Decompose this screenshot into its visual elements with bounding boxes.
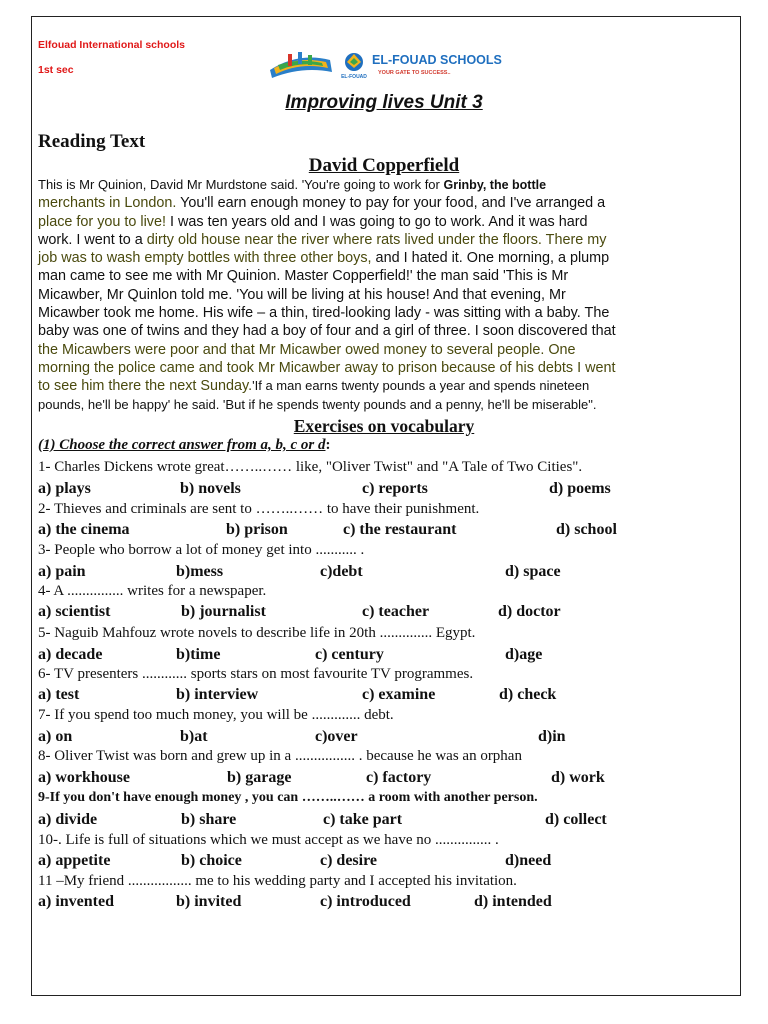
svg-text:EL-FOUAD: EL-FOUAD	[341, 74, 367, 80]
options-9	[38, 811, 718, 831]
option-a: a) appetite	[38, 852, 111, 869]
option-d: d) space	[505, 563, 561, 580]
option-a: a) pain	[38, 563, 86, 580]
option-a: a) plays	[38, 480, 91, 497]
option-b: b) interview	[176, 686, 259, 703]
options-7	[38, 728, 718, 748]
story-title: David Copperfield	[308, 155, 460, 176]
option-d: d) work	[551, 769, 605, 786]
option-c: c) examine	[362, 686, 436, 703]
option-d: d) check	[499, 686, 557, 703]
option-b: b) prison	[226, 521, 288, 538]
reading-heading: Reading Text	[38, 131, 146, 152]
option-a: a) the cinema	[38, 521, 130, 538]
options-3	[38, 563, 718, 583]
option-d: d)need	[505, 852, 552, 869]
options-10	[38, 852, 718, 872]
options-2	[38, 521, 718, 541]
option-c: c) reports	[362, 480, 428, 497]
question-10: 10-. Life is full of situations which we must accept as we have no ............... .	[38, 832, 499, 848]
question-11: 11 –My friend ................. me to his wedding party and I accepted his invitation.	[38, 873, 517, 889]
option-c: c) teacher	[362, 603, 430, 620]
logo-wordmark: EL-FOUAD SCHOOLS	[372, 53, 502, 67]
question-5: 5- Naguib Mahfouz wrote novels to describe life in 20th .............. Egypt.	[38, 625, 476, 641]
question-2: 2- Thieves and criminals are sent to ……..…… to have their punishment.	[38, 501, 480, 517]
options-1	[38, 480, 718, 500]
option-d: d)in	[538, 728, 566, 745]
book-emblem-icon	[270, 52, 332, 78]
option-d: d) doctor	[498, 603, 561, 620]
options-11	[38, 893, 718, 913]
options-8	[38, 769, 718, 789]
option-c: c) the restaurant	[343, 521, 457, 538]
option-c: c) take part	[323, 811, 403, 828]
option-b: b) share	[181, 811, 237, 828]
unit-title: Improving lives Unit 3	[285, 92, 483, 113]
option-c: c)over	[315, 728, 358, 745]
options-5	[38, 646, 718, 666]
question-4: 4- A ............... writes for a newspaper.	[38, 583, 267, 599]
reading-passage: This is Mr Quinion, David Mr Murdstone said. 'You're going to work for Grinby, the bottle merchants in London. You'll earn enough money to pay for your food, and I've arranged a place for you to live! I was ten years old and I was going to go to work. And it was hard work. I went to a dirty old house near the river where rats lived under the floors. There my job was to wash empty bottles with three other boys, and I hated it. One morning, a plump man came to see me with Mr Quinion. Master Copperfield!' the man said 'This is Mr Micawber, Mr Quinlon told me. 'You will be living at his house! And that evening, Mr Micawber took me home. His wife – a thin, tired-looking lady - was sitting with a baby. The baby was one of twins and they had a boy of four and a girl of three. I soon discovered that the Micawbers were poor and that Mr Micawber owed money to several people. One morning the police came and took Mr Micawber away to prison because of his debts I went to see him there the next Sunday.'If a man earns twenty pounds a year and spends nineteen pounds, he'll be happy' he said. 'But if he spends twenty pounds and a penny, he'll be miserable".	[38, 177, 616, 412]
option-b: b)time	[176, 646, 221, 663]
option-d: d) school	[556, 521, 617, 538]
question-8: 8- Oliver Twist was born and grew up in a ................ . because he was an orphan	[38, 748, 522, 764]
exercises-heading: Exercises on vocabulary	[293, 416, 475, 436]
option-c: c) factory	[366, 769, 432, 786]
option-c: c) introduced	[320, 893, 411, 910]
option-b: b) invited	[176, 893, 242, 910]
options-4	[38, 603, 718, 623]
question-7: 7- If you spend too much money, you will be ............. debt.	[38, 707, 394, 723]
question-1: 1- Charles Dickens wrote great……..…… like, "Oliver Twist" and "A Tale of Two Cities".	[38, 459, 583, 475]
option-d: d) collect	[545, 811, 607, 828]
option-d: d)age	[505, 646, 543, 663]
school-name: Elfouad International schools	[38, 39, 186, 51]
question-9: 9-If you don't have enough money , you can ……..…… a room with another person.	[38, 790, 538, 805]
option-b: b) choice	[181, 852, 242, 869]
option-a: a) scientist	[38, 603, 111, 620]
option-d: d) poems	[549, 480, 611, 497]
grade-label: 1st sec	[38, 64, 74, 76]
option-b: b)at	[180, 728, 208, 745]
option-a: a) invented	[38, 893, 114, 910]
option-a: a) workhouse	[38, 769, 131, 786]
option-b: b) novels	[180, 480, 241, 497]
school-logo	[268, 50, 516, 80]
option-a: a) on	[38, 728, 73, 745]
options-6	[38, 686, 718, 706]
option-b: b)mess	[176, 563, 224, 580]
option-c: c)debt	[320, 563, 363, 580]
option-b: b) journalist	[181, 603, 266, 620]
exercise-instruction: (1) Choose the correct answer from a, b, c or d:	[38, 437, 331, 453]
option-a: a) decade	[38, 646, 103, 663]
el-fouad-badge-icon	[341, 53, 367, 80]
question-3: 3- People who borrow a lot of money get into ........... .	[38, 542, 365, 558]
option-a: a) divide	[38, 811, 98, 828]
logo-tagline: YOUR GATE TO SUCCESS..	[378, 70, 451, 76]
option-c: c) desire	[320, 852, 378, 869]
option-c: c) century	[315, 646, 384, 663]
option-a: a) test	[38, 686, 80, 703]
question-6: 6- TV presenters ............ sports stars on most favourite TV programmes.	[38, 666, 474, 682]
option-d: d) intended	[474, 893, 552, 910]
option-b: b) garage	[227, 769, 292, 786]
